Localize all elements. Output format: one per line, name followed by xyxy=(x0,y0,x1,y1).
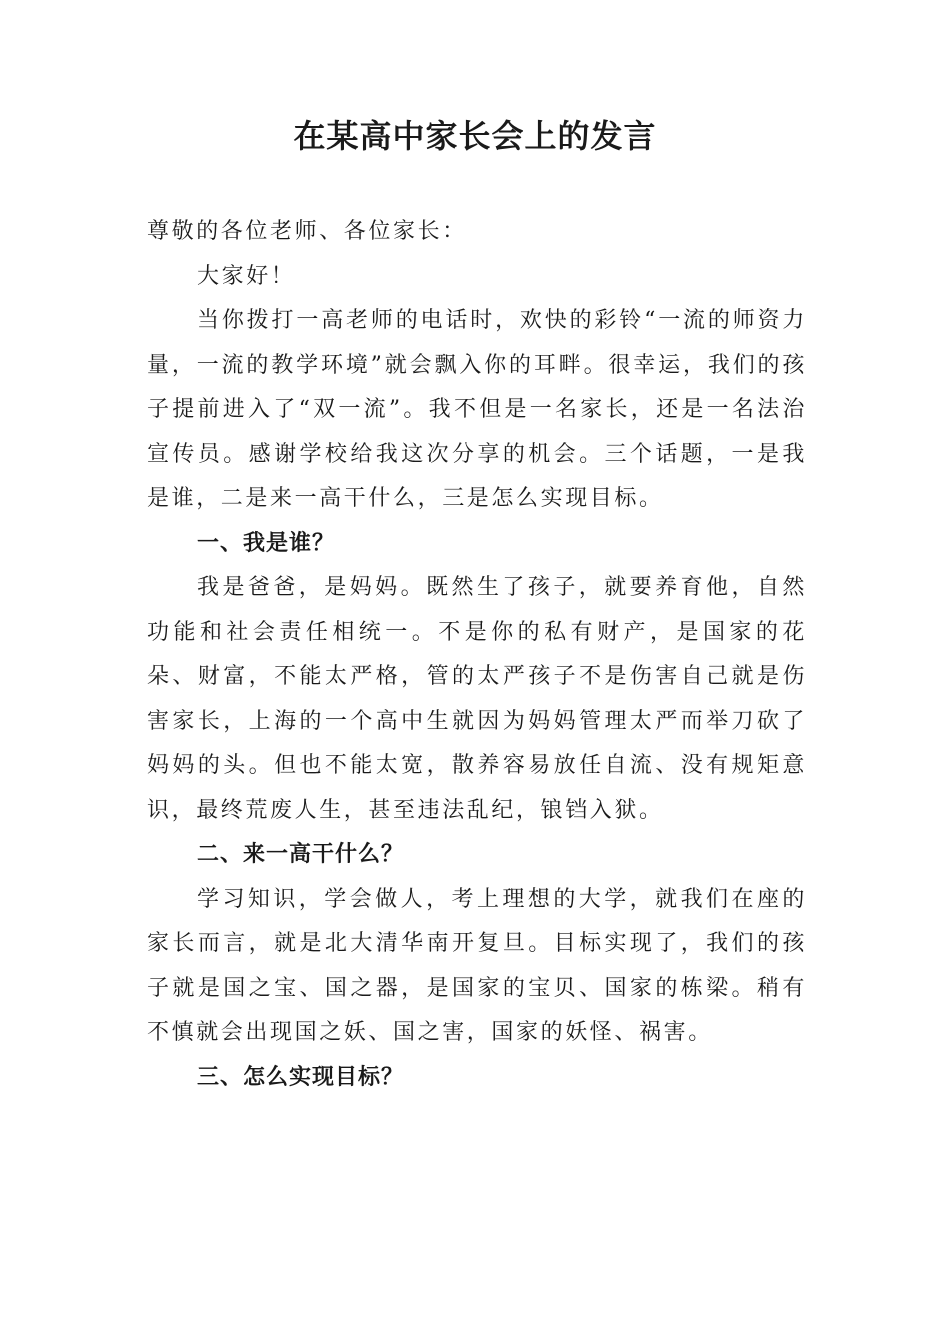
section-paragraph-who-am-i: 我是爸爸，是妈妈。既然生了孩子，就要养育他，自然功能和社会责任相统一。不是你的私有财产，是国家的花朵、财富，不能太严格，管的太严孩子不是伤害自己就是伤害家长，上海的一个高中生就因为妈妈管理太严而举刀砍了妈妈的头。但也不能太宽，散养容易放任自流、没有规矩意识，最终荒废人生，甚至违法乱纪，锒铛入狱。 xyxy=(147,575,807,823)
section-heading-why-come: 二、来一高干什么？ xyxy=(197,842,405,867)
section-heading-who-am-i: 一、我是谁？ xyxy=(197,530,336,556)
salutation: 尊敬的各位老师、各位家长： xyxy=(147,219,467,244)
greeting: 大家好！ xyxy=(197,263,296,289)
document-body xyxy=(147,210,807,1100)
document-title: 在某高中家长会上的发言 xyxy=(293,117,657,155)
section-heading-how-achieve: 三、怎么实现目标？ xyxy=(197,1064,405,1090)
intro-paragraph: 当你拨打一高老师的电话时，欢快的彩铃“一流的师资力量，一流的教学环境”就会飘入你的耳畔。很幸运，我们的孩子提前进入了“双一流”。我不但是一名家长，还是一名法治宣传员。感谢学校给我这次分享的机会。三个话题，一是我是谁，二是来一高干什么，三是怎么实现目标。 xyxy=(147,308,807,511)
section-paragraph-why-come: 学习知识，学会做人，考上理想的大学，就我们在座的家长而言，就是北大清华南开复旦。目标实现了，我们的孩子就是国之宝、国之器，是国家的宝贝、国家的栋梁。稍有不慎就会出现国之妖、国之害，国家的妖怪、祸害。 xyxy=(147,886,807,1045)
